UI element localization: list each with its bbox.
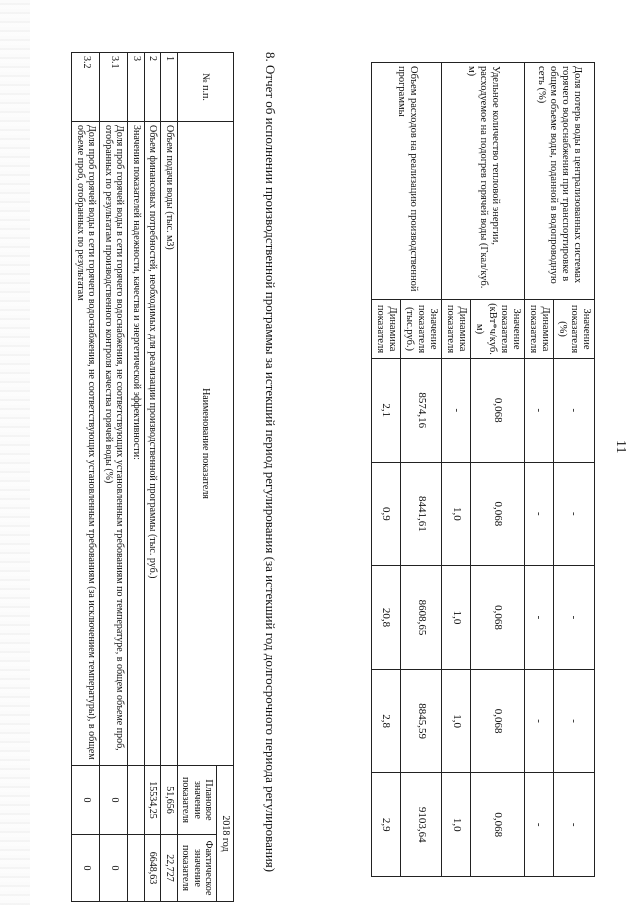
table-cell: 0,068	[471, 566, 524, 670]
table-cell: -	[524, 566, 553, 670]
table-cell: 8574,16	[401, 359, 442, 463]
row-plan: 15534,25	[145, 766, 162, 835]
row-number: 3.2	[72, 53, 100, 122]
table-cell: 0,068	[471, 462, 524, 566]
column-header-fact: Фактическое значение показателя	[178, 835, 218, 902]
table-cell: -	[524, 359, 553, 463]
row-fact: 0	[100, 835, 128, 902]
rotated-content	[70, 12, 640, 896]
table-cell: -	[524, 462, 553, 566]
indicator-name: Объем расходов на реализацию производственной программы	[372, 63, 442, 300]
table-cell: 2,1	[372, 359, 401, 463]
table-cell: -	[553, 669, 594, 773]
table-row	[471, 63, 524, 877]
table-row	[100, 53, 128, 902]
indicator-name: Удельное количество тепловой энергии, расходуемое на подогрев горячей воды (Гкал/куб. м)	[442, 63, 524, 300]
table-cell: 0,068	[471, 359, 524, 463]
indicator-name: Доля потерь воды в централизованных системах горячего водоснабжения при транспортировке в общем объеме воды, поданной в водопроводную сеть (%)	[524, 63, 594, 300]
table-cell: 1,0	[442, 566, 471, 670]
row-number: 2	[145, 53, 162, 122]
scan-edge-artifact	[0, 0, 30, 905]
row-number: 3	[128, 53, 145, 122]
indicator-unit: Значение показателя (%)	[553, 300, 594, 359]
row-name: Значения показателей надежности, качества и энергетической эффективности:	[128, 122, 145, 766]
table-cell: -	[524, 773, 553, 877]
row-fact	[128, 835, 145, 902]
table-cell: 1,0	[442, 462, 471, 566]
table-row	[128, 53, 145, 902]
indicators-table	[371, 62, 595, 877]
indicator-unit: Динамика показателя	[442, 300, 471, 359]
table-row	[145, 53, 162, 902]
table-row	[553, 63, 594, 877]
table-cell: 1,0	[442, 669, 471, 773]
table-cell: 0,068	[471, 669, 524, 773]
indicator-unit: Значение показателя (тыс.руб.)	[401, 300, 442, 359]
table-cell: 20,8	[372, 566, 401, 670]
table-cell: 9103,64	[401, 773, 442, 877]
section-heading: 8. Отчет об исполнении производственной программы за истекший период регулирования (за истекший год долгосрочного периода регулирования)	[263, 52, 278, 873]
table-cell: 0,9	[372, 462, 401, 566]
indicator-unit: Значение показателя (кВт*ч/куб. м)	[471, 300, 524, 359]
indicator-unit: Динамика показателя	[524, 300, 553, 359]
row-name: Объем подачи воды (тыс. м3)	[161, 122, 178, 766]
table-cell: -	[524, 669, 553, 773]
table-header-row	[217, 53, 234, 902]
table-cell: -	[553, 566, 594, 670]
table-cell: 0,068	[471, 773, 524, 877]
row-plan: 51,656	[161, 766, 178, 835]
table-cell: 8845,59	[401, 669, 442, 773]
table-cell: -	[553, 359, 594, 463]
table-row	[161, 53, 178, 902]
report-table	[72, 52, 235, 902]
row-name: Доля проб горячей воды в сети горячего водоснабжения, не соответствующих установленным требованиям (за исключением температуры), в общем объеме проб, отобранных по результатам	[72, 122, 100, 766]
row-number: 3.1	[100, 53, 128, 122]
row-fact: 0	[72, 835, 100, 902]
table-cell: 8441,61	[401, 462, 442, 566]
table-row	[72, 53, 100, 902]
row-plan: 0	[100, 766, 128, 835]
table-cell: 8608,65	[401, 566, 442, 670]
row-plan: 0	[72, 766, 100, 835]
row-name: Доля проб горячей воды в сети горячего водоснабжения, не соответствующих установленным требованиям по температуре, в общем объеме проб, отобранных по результатам производственного контроля качества горячей воды (%)	[100, 122, 128, 766]
column-header-name: Наименование показателя	[178, 122, 234, 766]
row-plan	[128, 766, 145, 835]
row-name: Объем финансовых потребностей, необходимых для реализации производственной программы (тыс. руб.)	[145, 122, 162, 766]
row-number: 1	[161, 53, 178, 122]
table-cell: -	[553, 773, 594, 877]
table-cell: 2,9	[372, 773, 401, 877]
table-row	[401, 63, 442, 877]
table-cell: -	[553, 462, 594, 566]
indicator-unit: Динамика показателя	[372, 300, 401, 359]
column-header-number: № п.п.	[178, 53, 234, 122]
column-header-plan: Плановое значение показателя	[178, 766, 218, 835]
table-cell: 2,8	[372, 669, 401, 773]
column-header-year: 2018 год	[217, 766, 234, 902]
table-cell: -	[442, 359, 471, 463]
table-cell: 1,0	[442, 773, 471, 877]
row-fact: 6648,63	[145, 835, 162, 902]
row-fact: 22,727	[161, 835, 178, 902]
page-number: 11	[613, 440, 628, 454]
